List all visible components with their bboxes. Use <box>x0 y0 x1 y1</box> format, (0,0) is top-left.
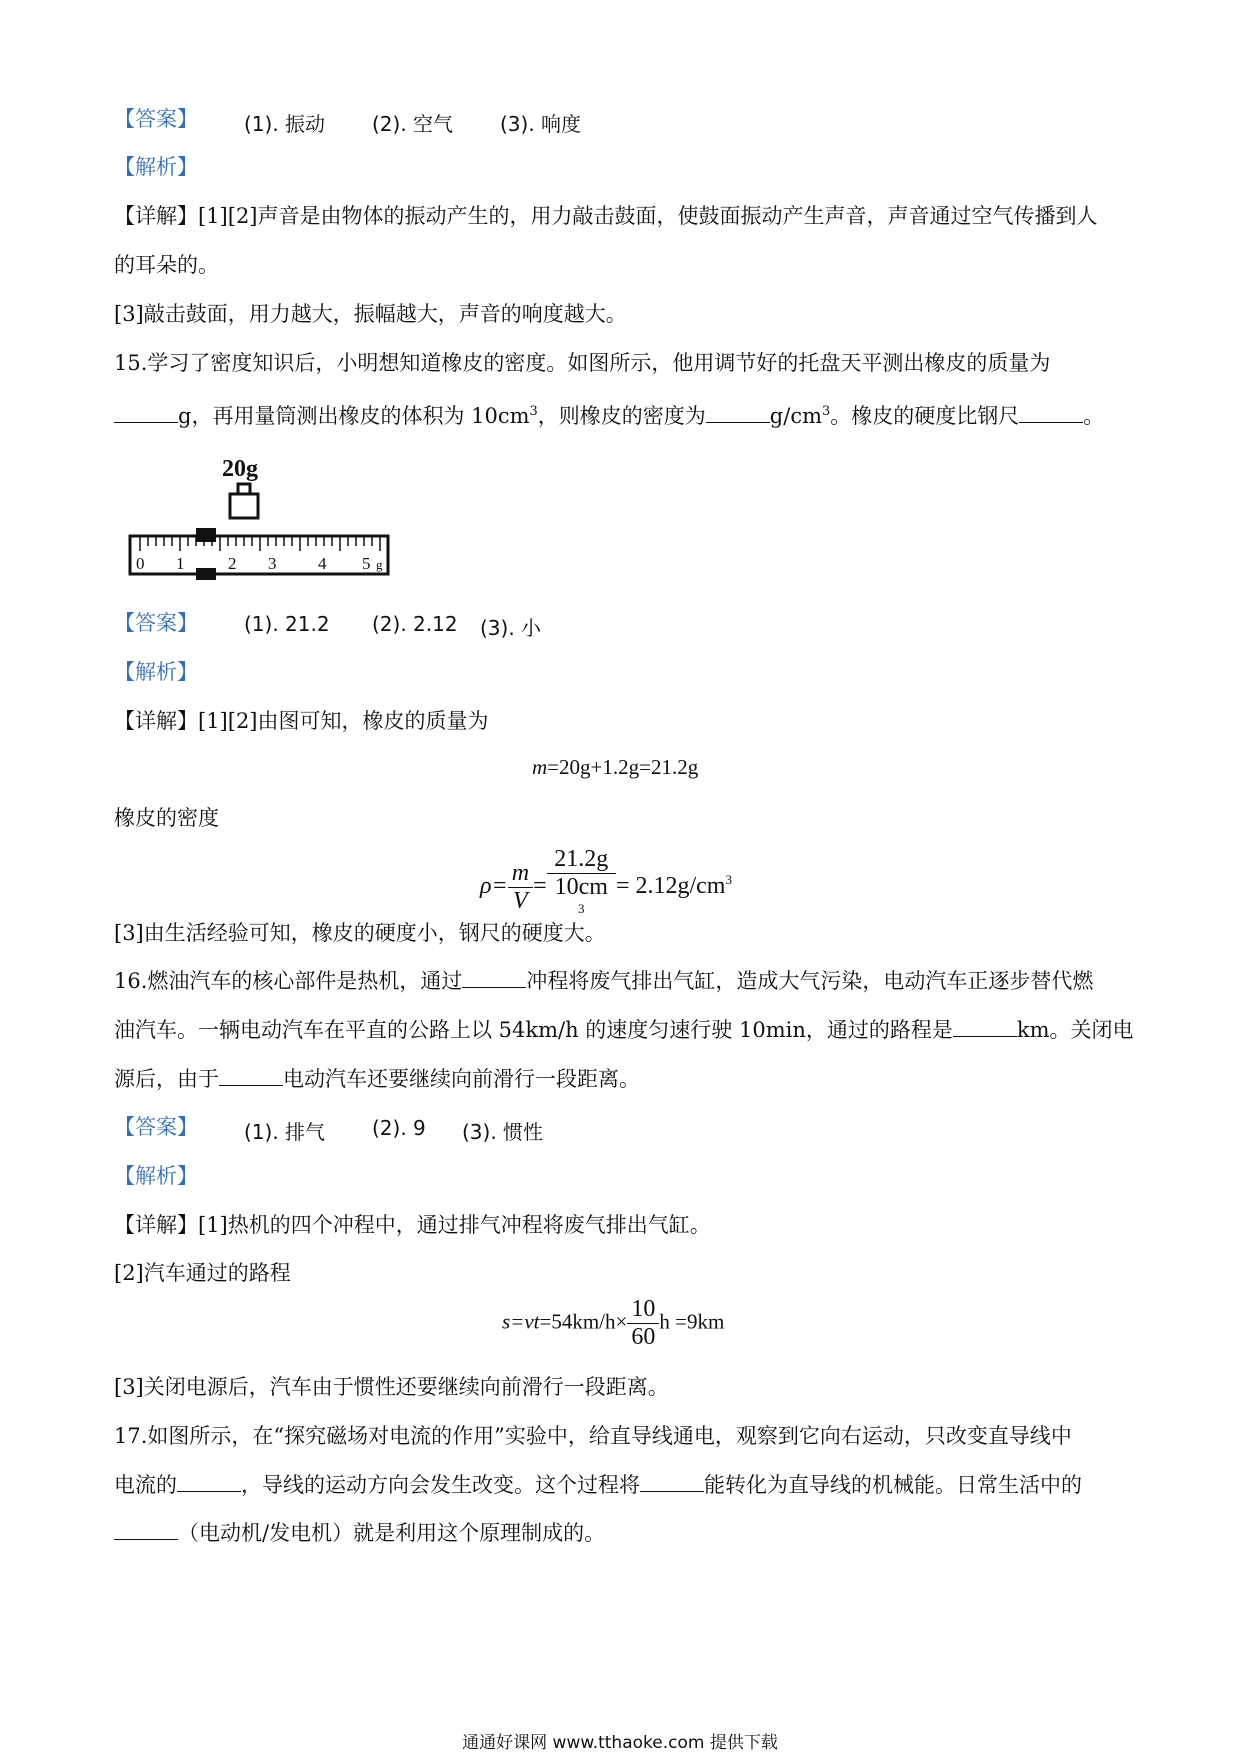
q16-question-line2: 油汽车。一辆电动汽车在平直的公路上以 54km/h 的速度匀速行驶 10min，通过的路程是 km。关闭电 <box>114 1018 1134 1042</box>
q16-answer-row <box>114 1112 198 1142</box>
answer-tag: 【答案】 <box>114 611 198 635</box>
q17-question-line3: （电动机/发电机）就是利用这个原理制成的。 <box>114 1518 605 1548</box>
q17-question-line2: 电流的 ，导线的运动方向会发生改变。这个过程将 能转化为直导线的机械能。日常生活中的 <box>114 1473 1082 1497</box>
q15-detail-line2: 橡皮的密度 <box>114 806 219 830</box>
q16-question-line3: 源后，由于 电动汽车还要继续向前滑行一段距离。 <box>114 1067 640 1091</box>
q15-detail-line3: [3]由生活经验可知，橡皮的硬度小，钢尺的硬度大。 <box>114 921 606 945</box>
q15-answer-2: (2). 2.12 <box>372 612 458 636</box>
answer-blank <box>953 1016 1017 1037</box>
scale-label-2: 2 <box>228 554 237 573</box>
q16-detail-line1: 【详解】[1]热机的四个冲程中，通过排气冲程将废气排出气缸。 <box>114 1213 711 1237</box>
q15-question-line2: g，再用量筒测出橡皮的体积为 $10cm^3$，则橡皮的密度为 $g/cm^3$。橡皮的硬度比钢尺 。 <box>114 397 1104 431</box>
q14-detail-line2: 的耳朵的。 <box>114 253 219 277</box>
answer-blank <box>114 1519 178 1540</box>
q16-answer-2: (2). 9 <box>372 1116 426 1140</box>
q15-answer-3: (3). 小 <box>480 616 542 640</box>
q14-detail-line1: 【详解】[1][2]声音是由物体的振动产生的，用力敲击鼓面，使鼓面振动产生声音，声音通过空气传播到人 <box>114 204 1098 228</box>
scale-beam <box>130 536 388 574</box>
q15-answer-1: (1). 21.2 <box>244 612 330 636</box>
q15-detail-line1: 【详解】[1][2]由图可知，橡皮的质量为 <box>114 709 489 733</box>
q16-detail-line2: [2]汽车通过的路程 <box>114 1261 291 1285</box>
q14-analysis-tag: 【解析】 <box>114 155 198 179</box>
q15-equation-mass: m=20g+1.2g=21.2g <box>532 755 699 779</box>
q15-equation-density: ρ= $\frac{m}{V}$ = 21.2g 10cm $^3$ = $2.12g/cm^3$ <box>480 846 732 916</box>
q16-analysis-tag: 【解析】 <box>114 1164 198 1188</box>
answer-blank <box>219 1065 283 1086</box>
weight-label: 20g <box>222 456 258 482</box>
page-footer: 通通好课网 www.tthaoke.com 提供下载 <box>462 1733 778 1753</box>
rider-bottom <box>196 568 216 580</box>
weight-icon <box>230 484 258 518</box>
scale-ticks <box>140 536 380 551</box>
q15-answer-row <box>114 608 198 638</box>
answer-blank <box>706 402 770 423</box>
answer-tag: 【答案】 <box>114 1115 198 1139</box>
q16-answer-3: (3). 惯性 <box>462 1120 544 1144</box>
rider-top <box>196 528 216 542</box>
q17-question-line1: 17.如图所示，在“探究磁场对电流的作用”实验中，给直导线通电，观察到它向右运动，只改变直导线中 <box>114 1424 1072 1448</box>
q16-answer-1: (1). 排气 <box>244 1120 326 1144</box>
scale-label-4: 4 <box>318 554 327 573</box>
q14-detail-line3: [3]敲击鼓面，用力越大，振幅越大，声音的响度越大。 <box>114 302 627 326</box>
answer-blank <box>462 967 526 988</box>
q14-answer-3: (3). 响度 <box>500 112 582 136</box>
q16-question-line1: 16.燃油汽车的核心部件是热机，通过 冲程将废气排出气缸，造成大气污染，电动汽车正逐步替代燃 <box>114 969 1094 993</box>
answer-blank <box>640 1471 704 1492</box>
q14-answer-2: (2). 空气 <box>372 112 454 136</box>
q15-question-line1: 15.学习了密度知识后，小明想知道橡皮的密度。如图所示，他用调节好的托盘天平测出橡皮的质量为 <box>114 351 1051 375</box>
q15-analysis-tag: 【解析】 <box>114 660 198 684</box>
answer-tag: 【答案】 <box>114 107 198 131</box>
q14-answer-1: (1). 振动 <box>244 112 326 136</box>
answer-blank <box>1019 402 1083 423</box>
scale-label-1: 1 <box>176 554 185 573</box>
balance-scale-figure <box>126 448 396 588</box>
q16-detail-line3: [3]关闭电源后，汽车由于惯性还要继续向前滑行一段距离。 <box>114 1375 669 1399</box>
scale-label-3: 3 <box>268 554 277 573</box>
scale-label-unit: g <box>376 557 383 572</box>
q16-equation-distance: s=vt=54km/h× $\frac{10}{60}$ h =9km <box>502 1296 725 1350</box>
scale-label-5: 5 <box>362 554 371 573</box>
answer-blank <box>177 1471 241 1492</box>
scale-label-0: 0 <box>136 554 145 573</box>
q14-answer-row <box>114 104 198 134</box>
answer-blank <box>114 402 178 423</box>
